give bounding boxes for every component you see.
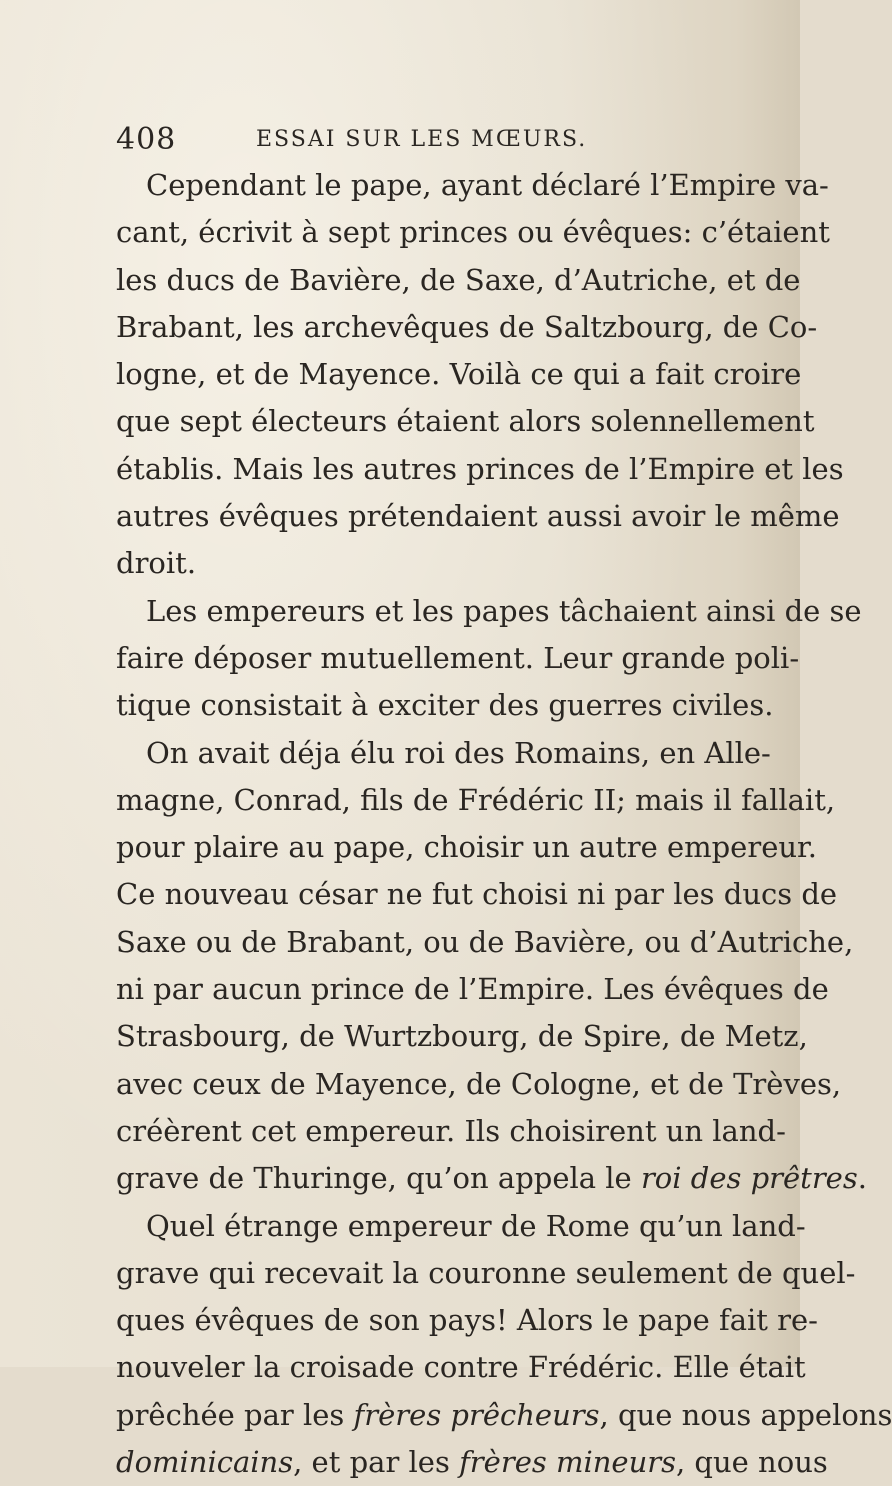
text-line: [116, 1203, 806, 1250]
italic-phrase: roi des prêtres: [640, 1161, 858, 1196]
line-text: faire déposer mutuellement. Leur grande poli-: [116, 640, 800, 675]
line-text: Quel étrange empereur de Rome qu’un land-: [146, 1208, 806, 1243]
line-text: cant, écrivit à sept princes ou évêques: c’étaient: [116, 215, 830, 250]
line-text: Ce nouveau césar ne fut choisi ni par les ducs de: [116, 877, 838, 912]
text-line: [116, 446, 844, 493]
running-head: [116, 120, 736, 160]
line-text: avec ceux de Mayence, de Cologne, et de Trèves,: [116, 1066, 842, 1101]
line-text: créèrent cet empereur. Ils choisirent un land-: [116, 1113, 786, 1148]
line-text: tique consistait à exciter des guerres civiles.: [116, 688, 774, 723]
line-text: Saxe ou de Brabant, ou de Bavière, ou d’Autriche,: [116, 924, 854, 959]
line-text: ni par aucun prince de l’Empire. Les évêques de: [116, 972, 829, 1007]
text-line: [116, 304, 818, 351]
text-line: [116, 1344, 806, 1391]
line-text: , et par les: [293, 1445, 460, 1480]
text-line: [116, 777, 836, 824]
italic-phrase: frères mineurs: [459, 1445, 676, 1480]
text-line: [116, 1108, 786, 1155]
line-text: Strasbourg, de Wurtzbourg, de Spire, de Metz,: [116, 1019, 808, 1054]
text-line: [116, 635, 800, 682]
text-line: [116, 351, 802, 398]
text-line: [116, 162, 829, 209]
text-line: [116, 1013, 808, 1060]
line-text: , que nous: [676, 1445, 828, 1480]
line-text: établis. Mais les autres princes de l’Empire et les: [116, 451, 844, 486]
line-text: les ducs de Bavière, de Saxe, d’Autriche, et de: [116, 262, 801, 297]
text-line: [116, 919, 854, 966]
body-text: [116, 162, 892, 1486]
line-text: nouveler la croisade contre Frédéric. Elle était: [116, 1350, 806, 1385]
line-text: , que nous appelons: [599, 1397, 892, 1432]
line-text: ques évêques de son pays! Alors le pape fait re-: [116, 1303, 818, 1338]
text-line: [116, 1250, 856, 1297]
text-line: [116, 824, 817, 871]
text-line: [116, 1061, 842, 1108]
line-text: que sept électeurs étaient alors solennellement: [116, 404, 815, 439]
text-line: [116, 540, 722, 587]
text-line: [116, 1155, 867, 1202]
page-number: 408: [116, 122, 177, 157]
line-text: Les empereurs et les papes tâchaient ainsi de se: [146, 593, 862, 628]
text-line: [116, 588, 862, 635]
italic-phrase: frères prêcheurs: [353, 1397, 600, 1432]
text-line: [116, 209, 830, 256]
line-text: logne, et de Mayence. Voilà ce qui a fait croire: [116, 357, 802, 392]
text-line: [116, 257, 801, 304]
text-line: [116, 398, 815, 445]
line-text: prêchée par les: [116, 1397, 354, 1432]
line-text: grave qui recevait la couronne seulement de quel-: [116, 1255, 856, 1290]
running-title: ESSAI SUR LES MŒURS.: [256, 127, 588, 152]
text-line: [116, 493, 840, 540]
text-line: [116, 730, 771, 777]
line-text: droit.: [116, 546, 197, 581]
text-line: [116, 682, 774, 729]
line-text: pour plaire au pape, choisir un autre empereur.: [116, 830, 817, 865]
line-text: magne, Conrad, fils de Frédéric II; mais il fallait,: [116, 782, 836, 817]
text-line: [116, 1392, 892, 1439]
line-text: autres évêques prétendaient aussi avoir le même: [116, 499, 840, 534]
text-line: [116, 871, 838, 918]
text-line: [116, 1297, 818, 1344]
line-text: grave de Thuringe, qu’on appela le: [116, 1161, 641, 1196]
italic-phrase: dominicains: [116, 1445, 294, 1480]
text-line: [116, 1439, 828, 1486]
line-text: Brabant, les archevêques de Saltzbourg, de Co-: [116, 309, 818, 344]
line-text: Cependant le pape, ayant déclaré l’Empire va-: [146, 168, 829, 202]
line-text: .: [857, 1161, 867, 1196]
text-line: [116, 966, 829, 1013]
line-text: On avait déja élu roi des Romains, en Alle-: [146, 735, 771, 770]
